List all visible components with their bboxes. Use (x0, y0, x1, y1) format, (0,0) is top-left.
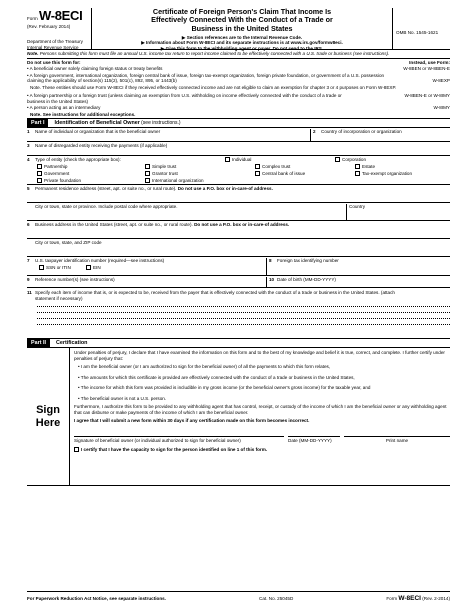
signature-row (74, 436, 450, 444)
cert-bullet-4: • The beneficial owner is not a U.S. person. (78, 395, 167, 401)
checkbox-grantor-trust[interactable] (145, 171, 150, 176)
line10-dob-field[interactable]: Date of birth (MM-DD-YYYY) (277, 277, 336, 282)
checkbox-tax-exempt[interactable] (355, 171, 360, 176)
checkbox-individual[interactable] (225, 157, 230, 162)
part1-header: Part I Identification of Beneficial Owner (see instructions.) (27, 119, 450, 127)
form-revision: (Rev. February 2014) (27, 23, 71, 29)
line-1-row: 1 Name of individual or organization that is the beneficial owner 2 Country of incorporation or organization (27, 128, 450, 142)
checkbox-corporation[interactable] (335, 157, 340, 162)
checkbox-private-foundation[interactable] (37, 178, 42, 183)
line9-reference-field[interactable]: Reference number(s) (see instructions) (35, 277, 115, 282)
line-7-8-row: 7 U.S. taxpayer identification number (required—see instructions) SSN or ITIN EIN 8 Foreign tax identifying number (27, 257, 450, 276)
cert-agree: I agree that I will submit a new form within 30 days if any certification made on this form becomes incorrect. (74, 418, 310, 423)
line-6-city-row (27, 239, 450, 257)
checkbox-ssn-itin[interactable] (39, 265, 44, 270)
header-bullet-2: ▶ Information about Form W-8ECI and its separate instructions is at www.irs.gov/formw8eci. (141, 40, 343, 46)
footer-form-id: Form W-8ECI (Rev. 2-2014) (386, 595, 450, 602)
note-label: Note. (27, 51, 39, 56)
do-not-use-heading: Do not use this form for: (27, 59, 81, 65)
cert-intro: Under penalties of perjury, I declare that I have examined the information on this form and to the best of my knowledge and belief it is true, correct, and complete. I further certify under penalties of perjury that: (74, 350, 445, 361)
checkbox-government[interactable] (37, 171, 42, 176)
checkbox-international-org[interactable] (145, 178, 150, 183)
part2-header (27, 339, 450, 347)
line4-label: Type of entity (check the appropriate box): (35, 157, 121, 162)
form-title-1: Certificate of Foreign Person's Claim That Income Is (152, 7, 332, 16)
part2-tag: Part II (27, 339, 50, 347)
exclusion-item-1: • A beneficial owner solely claiming foreign status or treaty benefits W-8BEN or W-8BEN-E (27, 66, 450, 71)
note-text: Persons submitting this form must file an annual U.S. income tax return to report income claimed to be effectively connected with a U.S. trade or business (see instructions). (39, 51, 390, 56)
form-number: W-8ECI (39, 8, 83, 23)
line-11-row: 11 Specify each item of income that is, or is expected to be, received from the payer that is effectively connected with the conduct of a trade or business in the United States. (attach statement if necessary) (27, 288, 450, 338)
exclusion-item-2: • A foreign government, international organization, foreign central bank of issue, foreign tax-exempt organization, foreign private foundation, or government of a U.S. possession claiming the applicability of section(s) 115(2), 501(c), 892, 895, or 1443(b) W-8EXP (27, 72, 450, 83)
line11-entry-4[interactable] (37, 319, 450, 325)
line-9-10-row: 9 Reference number(s) (see instructions) 10 Date of birth (MM-DD-YYYY) (27, 276, 450, 288)
part1-tag: Part I (27, 119, 48, 127)
paperwork-notice: For Paperwork Reduction Act Notice, see separate instructions. (27, 596, 166, 601)
cert-bullet-3: • The income for which this form was provided is includible in my gross income (or the beneficial owner's gross income) for the taxable year, and (78, 385, 371, 390)
checkbox-partnership[interactable] (37, 164, 42, 169)
omb-block (392, 8, 450, 49)
certification-block (27, 348, 450, 486)
header-bullet-1: ▶ Section references are to the Internal Revenue Code. (181, 34, 303, 40)
form-header (27, 8, 450, 49)
part2-title: Certification (55, 339, 88, 346)
line-5-row: 5 Permanent residence address (street, apt. or suite no., or rural route). Do not use a P.O. box or in-care-of address. (27, 185, 450, 203)
form-id-block (27, 8, 92, 49)
line7-label: U.S. taxpayer identification number (required—see instructions) (35, 258, 165, 263)
checkbox-capacity[interactable] (74, 447, 79, 452)
header-bullet-3: ▶ Give this form to the withholding agent or payer. Do not send to the IRS. (160, 45, 324, 51)
line5-city-field[interactable]: City or town, state or province. Include postal code where appropriate. (35, 204, 178, 209)
line11-label: Specify each item of income that is, or is expected to be, received from the payer that is effectively connected with the conduct of a trade or business in the United States. (attach statement if necessary) (35, 290, 395, 301)
exclusion-item-3: • A foreign partnership or a foreign trust (unless claiming an exemption from U.S. withholding on income effectively connected with the conduct of a trade or business in the United States) W-8BEN-E or W-8IMY (27, 93, 450, 104)
dept-treasury: Department of the Treasury (27, 39, 83, 45)
sign-here-box: Sign Here (27, 348, 70, 485)
form-title-2: Effectively Connected With the Conduct of a Trade or (151, 15, 333, 25)
line1-name-field[interactable]: Name of individual or organization that is the beneficial owner (35, 129, 161, 134)
checkbox-ein[interactable] (86, 265, 91, 270)
print-name-field[interactable]: Print name (385, 437, 409, 443)
exceptions-note: Note. See instructions for additional exceptions. (30, 111, 136, 117)
signature-date-field[interactable]: Date (MM-DD-YYYY) (288, 437, 332, 443)
checkbox-central-bank[interactable] (255, 171, 260, 176)
checkbox-complex-trust[interactable] (255, 164, 260, 169)
form-title-block (92, 8, 392, 49)
form-footer (27, 591, 450, 603)
cert-furthermore: Furthermore, I authorize this form to be provided to any withholding agent that has control, receipt, or custody of the income of which I am the beneficial owner or any withholding agent that can disburse or make payments of the income of which I am the beneficial owner. (74, 404, 447, 415)
irs-label: Internal Revenue Service (27, 44, 79, 50)
line-4-row: 4 Type of entity (check the appropriate box): Individual Corporation Partnership Simple trust Complex trust Estate Government Grantor trust Central bank of issue Tax-exempt organization Private foundation International organization (27, 156, 450, 185)
exclusion-item-4: • A person acting as an intermediary W-8IMY (27, 105, 450, 110)
line-6-row: 6 Business address in the United States (street, apt. or suite no., or rural route). Do not use a P.O. box or in-care-of address. (27, 221, 450, 239)
notice-section (27, 50, 450, 58)
line2-country-field[interactable]: Country of incorporation or organization (321, 129, 402, 134)
exclusion-note: Note. These entities should use Form W-8ECI if they received effectively connected income and are not eligible to claim an exemption for chapter 3 or 4 purposes on Form W-8EXP. (30, 84, 397, 90)
part1-title: Identification of Beneficial Owner (54, 119, 140, 126)
cert-bullet-1: • I am the beneficial owner (or I am authorized to sign for the beneficial owner) of all the payments to which this form relates, (78, 364, 331, 369)
cat-number: Cat. No. 25045D (259, 596, 294, 601)
capacity-label: I certify that I have the capacity to sign for the person identified on line 1 of this form. (81, 447, 268, 452)
line6-city-field[interactable]: City or town, state, and ZIP code (35, 240, 102, 245)
line5-country-field[interactable]: Country (349, 204, 366, 209)
line-5-city-row (27, 203, 450, 221)
line3-disregarded-entity-field[interactable]: Name of disregarded entity receiving the payments (if applicable) (35, 143, 168, 148)
checkbox-estate[interactable] (355, 164, 360, 169)
signature-field[interactable]: Signature of beneficial owner (or individual authorized to sign for beneficial owner) (74, 437, 241, 443)
form-label: Form (27, 16, 38, 21)
line6-us-address-field[interactable]: Business address in the United States (street, apt. or suite no., or rural route). Do not use a P.O. box or in-care-of address. (35, 222, 290, 227)
omb-number: OMB No. 1545-1621 (396, 30, 439, 35)
instead-use-heading: Instead, use Form: (409, 59, 450, 65)
line8-foreign-tin-field[interactable]: Foreign tax identifying number (277, 258, 339, 263)
checkbox-simple-trust[interactable] (145, 164, 150, 169)
form-title-3: Business in the United States (191, 23, 293, 33)
line5-address-field[interactable]: Permanent residence address (street, apt. or suite no., or rural route). Do not use a P.O. box or in-care-of address. (35, 186, 273, 191)
cert-bullet-2: • The amounts for which this certificate is provided are effectively connected with the conduct of a trade or business in the United States, (78, 374, 355, 380)
line-3-row: 3 Name of disregarded entity receiving the payments (if applicable) (27, 142, 450, 156)
